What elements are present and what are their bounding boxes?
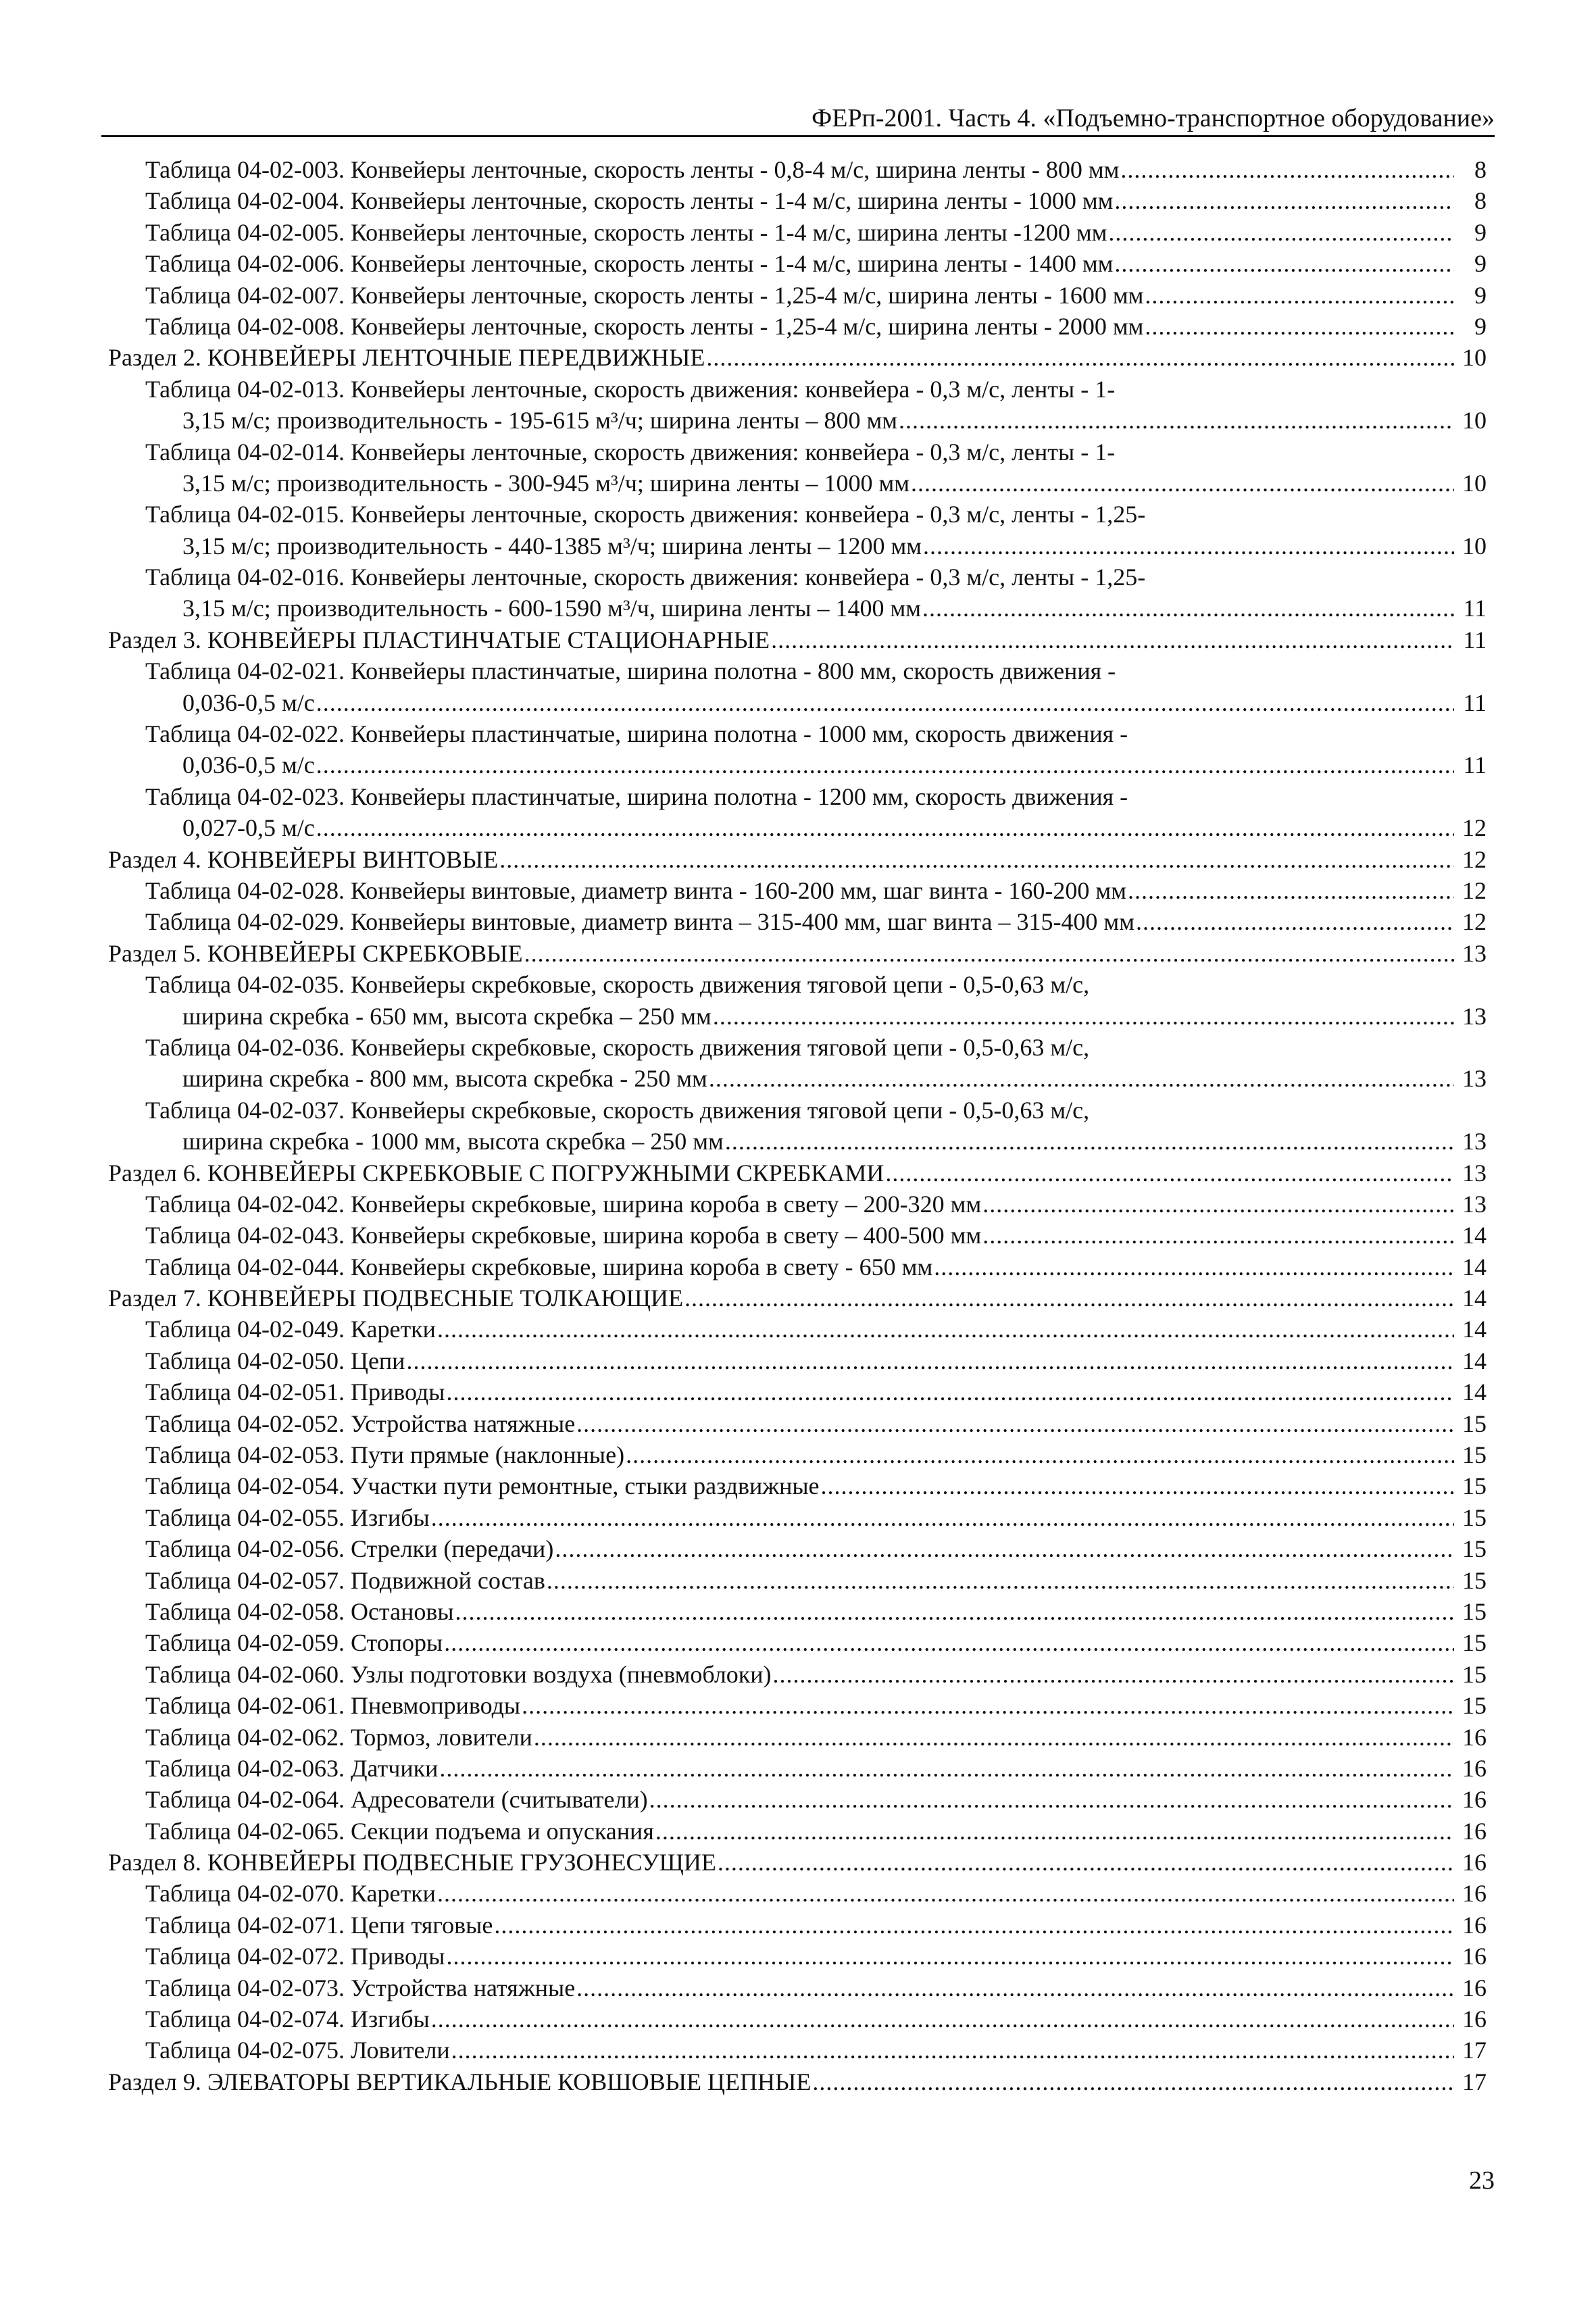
toc-entry-text: Раздел 9. ЭЛЕВАТОРЫ ВЕРТИКАЛЬНЫЕ КОВШОВЫЕ ЦЕПНЫЕ — [108, 2068, 812, 2095]
toc-entry-text: ширина скребка - 650 мм, высота скребка – 250 мм — [182, 1002, 712, 1030]
dot-leader — [1114, 185, 1454, 216]
toc-table-entry[interactable] — [108, 248, 1487, 279]
toc-line — [145, 1251, 1487, 1283]
toc-entry-text: Раздел 7. КОНВЕЙЕРЫ ПОДВЕСНЫЕ ТОЛКАЮЩИЕ — [108, 1285, 683, 1312]
dot-leader — [524, 938, 1454, 969]
toc-section-entry[interactable] — [108, 938, 1487, 969]
toc-entry-text: Таблица 04-02-023. Конвейеры пластинчатые, ширина полотна - 1200 мм, скорость движения - — [145, 782, 1128, 810]
toc-table-entry[interactable] — [108, 1376, 1487, 1408]
toc-entry-text: Таблица 04-02-059. Стопоры — [145, 1629, 443, 1657]
toc-line — [145, 1314, 1487, 1345]
toc-table-entry[interactable] — [108, 1189, 1487, 1220]
toc-line — [145, 1565, 1487, 1596]
toc-line — [145, 718, 1487, 749]
dot-leader — [444, 1627, 1454, 1658]
toc-page-number: 15 — [1462, 1472, 1487, 1500]
toc-entry-text: Таблица 04-02-050. Цепи — [145, 1347, 405, 1374]
toc-entry-text: Таблица 04-02-073. Устройства натяжные — [145, 1974, 576, 2001]
toc-table-entry[interactable] — [108, 906, 1487, 937]
dot-leader — [446, 1941, 1454, 1972]
toc-line — [108, 624, 1487, 655]
toc-entry-text: Таблица 04-02-007. Конвейеры ленточные, скорость ленты - 1,25-4 м/с, ширина ленты - 1600 мм — [145, 281, 1144, 309]
toc-entry-text: Таблица 04-02-022. Конвейеры пластинчатые, ширина полотна - 1000 мм, скорость движения - — [145, 720, 1128, 748]
toc-page-number: 8 — [1474, 187, 1487, 215]
toc-entry-text: Таблица 04-02-063. Датчики — [145, 1754, 439, 1782]
toc-line — [145, 1408, 1487, 1439]
dot-leader — [439, 1753, 1454, 1784]
toc-entry-text: Таблица 04-02-015. Конвейеры ленточные, скорость движения: конвейера - 0,3 м/с, ленты - 1,25- — [145, 501, 1146, 528]
toc-line — [145, 468, 1487, 499]
dot-leader — [923, 530, 1454, 562]
toc-page-number: 12 — [1462, 845, 1487, 873]
dot-leader — [576, 1408, 1454, 1439]
toc-line — [145, 248, 1487, 279]
toc-line — [145, 2003, 1487, 2035]
toc-entry-text: Таблица 04-02-056. Стрелки (передачи) — [145, 1535, 554, 1563]
toc-entry-text: Таблица 04-02-072. Приводы — [145, 1943, 445, 1970]
toc-page-number: 16 — [1462, 1849, 1487, 1876]
dot-leader — [684, 1283, 1454, 1314]
toc-line — [145, 906, 1487, 937]
toc-table-entry[interactable] — [108, 2035, 1487, 2066]
toc-line — [145, 280, 1487, 311]
toc-line — [145, 374, 1487, 405]
toc-line — [145, 687, 1487, 718]
dot-leader — [911, 468, 1454, 499]
dot-leader — [431, 1502, 1454, 1533]
dot-leader — [655, 1816, 1454, 1847]
toc-entry-text: 3,15 м/с; производительность - 600-1590 м³/ч, ширина ленты – 1400 мм — [182, 595, 922, 622]
toc-table-entry[interactable] — [108, 1220, 1487, 1251]
toc-line — [145, 1126, 1487, 1157]
toc-table-entry[interactable] — [108, 1816, 1487, 1847]
toc-table-entry[interactable] — [108, 1972, 1487, 2003]
dot-leader — [773, 1659, 1454, 1690]
page-header — [101, 101, 1495, 135]
toc-table-entry[interactable] — [108, 1095, 1487, 1158]
dot-leader — [885, 1158, 1454, 1189]
toc-page-number: 11 — [1463, 689, 1487, 716]
toc-entry-text: Таблица 04-02-054. Участки пути ремонтные, стыки раздвижные — [145, 1472, 820, 1500]
dot-leader — [316, 687, 1454, 718]
toc-entry-text: Раздел 2. КОНВЕЙЕРЫ ЛЕНТОЧНЫЕ ПЕРЕДВИЖНЫЕ — [108, 344, 705, 372]
toc-page-number: 12 — [1462, 876, 1487, 904]
toc-entry-text: Таблица 04-02-051. Приводы — [145, 1378, 445, 1406]
toc-line — [145, 655, 1487, 687]
toc-entry-text: 0,027-0,5 м/с — [182, 814, 315, 842]
toc-entry-text: Таблица 04-02-005. Конвейеры ленточные, скорость ленты - 1-4 м/с, ширина ленты -1200 мм — [145, 218, 1107, 246]
dot-leader — [522, 1690, 1454, 1721]
toc-page-number: 15 — [1462, 1503, 1487, 1531]
toc-line — [145, 1690, 1487, 1721]
dot-leader — [725, 1126, 1454, 1157]
toc-entry-text: Таблица 04-02-070. Каретки — [145, 1880, 436, 1908]
toc-line — [108, 844, 1487, 875]
toc-entry-text: ширина скребка - 1000 мм, высота скребка – 250 мм — [182, 1128, 724, 1155]
toc-table-entry[interactable] — [108, 1753, 1487, 1784]
toc-table-entry[interactable] — [108, 280, 1487, 311]
dot-leader — [431, 2003, 1454, 2035]
toc-page-number: 8 — [1474, 156, 1487, 183]
toc-entry-text: Таблица 04-02-013. Конвейеры ленточные, скорость движения: конвейера - 0,3 м/с, ленты - 1- — [145, 375, 1116, 403]
toc-section-entry[interactable] — [108, 342, 1487, 373]
toc-line — [145, 1816, 1487, 1847]
dot-leader — [499, 844, 1454, 875]
toc-entry-text: Раздел 5. КОНВЕЙЕРЫ СКРЕБКОВЫЕ — [108, 939, 523, 967]
toc-table-entry[interactable] — [108, 718, 1487, 781]
toc-line — [145, 185, 1487, 216]
toc-entry-text: Таблица 04-02-064. Адресователи (считыватели) — [145, 1786, 648, 1814]
toc-table-entry[interactable] — [108, 154, 1487, 185]
toc-table-entry[interactable] — [108, 1596, 1487, 1627]
toc-page-number: 15 — [1462, 1660, 1487, 1688]
toc-line — [145, 499, 1487, 530]
toc-page-number: 13 — [1462, 1159, 1487, 1187]
toc-page-number: 16 — [1462, 1817, 1487, 1845]
toc-table-entry[interactable] — [108, 1659, 1487, 1690]
toc-entry-text: Раздел 4. КОНВЕЙЕРЫ ВИНТОВЫЕ — [108, 845, 499, 873]
toc-table-entry[interactable] — [108, 1251, 1487, 1283]
dot-leader — [709, 1063, 1454, 1094]
toc-entry-text: Таблица 04-02-021. Конвейеры пластинчатые, ширина полотна - 800 мм, скорость движения - — [145, 657, 1116, 685]
toc-line — [145, 1596, 1487, 1627]
dot-leader — [576, 1972, 1454, 2003]
toc-line — [145, 154, 1487, 185]
toc-page-number: 10 — [1462, 344, 1487, 372]
toc-page-number: 10 — [1462, 532, 1487, 559]
toc-section-entry[interactable] — [108, 1283, 1487, 1314]
toc-entry-text: ширина скребка - 800 мм, высота скребка - 250 мм — [182, 1065, 707, 1093]
toc-page-number: 16 — [1462, 1943, 1487, 1970]
toc-line — [145, 1470, 1487, 1501]
toc-page-number: 16 — [1462, 1723, 1487, 1751]
toc-entry-text: 3,15 м/с; производительность - 300-945 м³/ч; ширина ленты – 1000 мм — [182, 469, 910, 497]
toc-table-entry[interactable] — [108, 562, 1487, 624]
toc-page-number: 12 — [1462, 814, 1487, 842]
toc-section-entry[interactable] — [108, 1158, 1487, 1189]
toc-line — [145, 1627, 1487, 1658]
dot-leader — [1114, 248, 1454, 279]
toc-entry-text: Таблица 04-02-008. Конвейеры ленточные, скорость ленты - 1,25-4 м/с, ширина ленты - 2000 мм — [145, 312, 1144, 340]
toc-entry-text: Таблица 04-02-052. Устройства натяжные — [145, 1410, 576, 1437]
toc-entry-text: Раздел 6. КОНВЕЙЕРЫ СКРЕБКОВЫЕ С ПОГРУЖНЫМИ СКРЕБКАМИ — [108, 1159, 884, 1187]
toc-page-number: 17 — [1462, 2037, 1487, 2064]
page-number: 23 — [1469, 2166, 1495, 2195]
toc-page-number: 14 — [1462, 1285, 1487, 1312]
toc-page-number: 10 — [1462, 469, 1487, 497]
toc-entry-text: Таблица 04-02-049. Каретки — [145, 1316, 436, 1343]
toc-line — [108, 1283, 1487, 1314]
toc-line — [145, 1784, 1487, 1815]
toc-line — [145, 562, 1487, 593]
toc-table-entry[interactable] — [108, 1502, 1487, 1533]
toc-entry-text: Таблица 04-02-036. Конвейеры скребковые, скорость движения тяговой цепи - 0,5-0,63 м/с, — [145, 1033, 1090, 1061]
toc-line — [145, 1722, 1487, 1753]
toc-line — [145, 749, 1487, 780]
toc-table-entry[interactable] — [108, 1878, 1487, 1909]
toc-entry-text: Раздел 8. КОНВЕЙЕРЫ ПОДВЕСНЫЕ ГРУЗОНЕСУЩИЕ — [108, 1849, 716, 1876]
dot-leader — [934, 1251, 1454, 1283]
toc-page-number: 9 — [1474, 218, 1487, 246]
toc-line — [108, 342, 1487, 373]
toc-page-number: 14 — [1462, 1378, 1487, 1406]
dot-leader — [982, 1189, 1454, 1220]
dot-leader — [446, 1376, 1454, 1408]
dot-leader — [713, 1001, 1454, 1032]
dot-leader — [451, 2035, 1454, 2066]
toc-page-number: 16 — [1462, 1754, 1487, 1782]
toc-entry-text: Таблица 04-02-065. Секции подъема и опускания — [145, 1817, 654, 1845]
toc-table-entry[interactable] — [108, 1565, 1487, 1596]
toc-page-number: 15 — [1462, 1566, 1487, 1594]
toc-entry-text: Таблица 04-02-061. Пневмоприводы — [145, 1692, 521, 1720]
toc-line — [145, 812, 1487, 843]
table-of-contents — [108, 154, 1487, 2097]
toc-table-entry[interactable] — [108, 2003, 1487, 2035]
dot-leader — [437, 1878, 1454, 1909]
dot-leader — [555, 1533, 1454, 1564]
toc-entry-text: Таблица 04-02-028. Конвейеры винтовые, диаметр винта - 160-200 мм, шаг винта - 160-200 мм — [145, 876, 1126, 904]
toc-entry-text: Таблица 04-02-057. Подвижной состав — [145, 1566, 545, 1594]
dot-leader — [626, 1439, 1454, 1470]
dot-leader — [316, 812, 1454, 843]
toc-page-number: 16 — [1462, 1974, 1487, 2001]
toc-page-number: 14 — [1462, 1253, 1487, 1280]
dot-leader — [494, 1910, 1454, 1941]
toc-entry-text: Раздел 3. КОНВЕЙЕРЫ ПЛАСТИНЧАТЫЕ СТАЦИОНАРНЫЕ — [108, 626, 770, 653]
toc-page-number: 13 — [1462, 939, 1487, 967]
dot-leader — [406, 1345, 1454, 1376]
toc-page-number: 17 — [1462, 2068, 1487, 2095]
toc-page-number: 11 — [1463, 626, 1487, 653]
toc-table-entry[interactable] — [108, 1533, 1487, 1564]
toc-line — [108, 2066, 1487, 2097]
toc-line — [145, 2035, 1487, 2066]
toc-page-number: 11 — [1463, 595, 1487, 622]
dot-leader — [706, 342, 1454, 373]
toc-line — [145, 1659, 1487, 1690]
toc-line — [145, 1345, 1487, 1376]
toc-page-number: 14 — [1462, 1347, 1487, 1374]
toc-table-entry[interactable] — [108, 374, 1487, 437]
toc-entry-text: Таблица 04-02-003. Конвейеры ленточные, скорость ленты - 0,8-4 м/с, ширина ленты - 800 мм — [145, 156, 1120, 183]
dot-leader — [455, 1596, 1454, 1627]
toc-entry-text: 3,15 м/с; производительность - 440-1385 м³/ч; ширина ленты – 1200 мм — [182, 532, 922, 559]
toc-entry-text: 3,15 м/с; производительность - 195-615 м³/ч; ширина ленты – 800 мм — [182, 407, 898, 434]
toc-table-entry[interactable] — [108, 1470, 1487, 1501]
dot-leader — [771, 624, 1454, 655]
toc-line — [145, 530, 1487, 562]
toc-entry-text: Таблица 04-02-016. Конвейеры ленточные, скорость движения: конвейера - 0,3 м/с, ленты - 1,25- — [145, 564, 1146, 591]
dot-leader — [649, 1784, 1454, 1815]
toc-entry-text: Таблица 04-02-053. Пути прямые (наклонные) — [145, 1441, 625, 1469]
toc-page-number: 9 — [1474, 281, 1487, 309]
toc-entry-text: Таблица 04-02-044. Конвейеры скребковые, ширина короба в свету - 650 мм — [145, 1253, 933, 1280]
header-title: ФЕРп-2001. Часть 4. «Подъемно-транспортное оборудование» — [812, 104, 1495, 132]
dot-leader — [1136, 906, 1454, 937]
toc-line — [145, 1001, 1487, 1032]
toc-section-entry[interactable] — [108, 624, 1487, 655]
header-rule — [101, 135, 1495, 137]
toc-table-entry[interactable] — [108, 969, 1487, 1032]
toc-entry-text: Таблица 04-02-074. Изгибы — [145, 2006, 430, 2033]
toc-line — [108, 1158, 1487, 1189]
dot-leader — [547, 1565, 1454, 1596]
toc-section-entry[interactable] — [108, 844, 1487, 875]
dot-leader — [534, 1722, 1454, 1753]
toc-section-entry[interactable] — [108, 1847, 1487, 1878]
toc-table-entry[interactable] — [108, 655, 1487, 718]
toc-line — [145, 1878, 1487, 1909]
toc-table-entry[interactable] — [108, 781, 1487, 844]
toc-page-number: 10 — [1462, 407, 1487, 434]
toc-page-number: 14 — [1462, 1316, 1487, 1343]
toc-entry-text: Таблица 04-02-075. Ловители — [145, 2037, 450, 2064]
toc-page-number: 13 — [1462, 1190, 1487, 1218]
toc-entry-text: Таблица 04-02-004. Конвейеры ленточные, скорость ленты - 1-4 м/с, ширина ленты - 1000 мм — [145, 187, 1114, 215]
toc-line — [145, 1376, 1487, 1408]
toc-line — [145, 1502, 1487, 1533]
toc-table-entry[interactable] — [108, 499, 1487, 562]
dot-leader — [1145, 280, 1454, 311]
toc-section-entry[interactable] — [108, 2066, 1487, 2097]
toc-page-number: 16 — [1462, 1786, 1487, 1814]
toc-page-number: 15 — [1462, 1410, 1487, 1437]
toc-page-number: 13 — [1462, 1065, 1487, 1093]
toc-entry-text: Таблица 04-02-062. Тормоз, ловители — [145, 1723, 532, 1751]
toc-line — [145, 1220, 1487, 1251]
toc-table-entry[interactable] — [108, 875, 1487, 906]
toc-line — [145, 437, 1487, 468]
toc-table-entry[interactable] — [108, 1627, 1487, 1658]
toc-line — [145, 1032, 1487, 1063]
toc-table-entry[interactable] — [108, 185, 1487, 216]
toc-table-entry[interactable] — [108, 1314, 1487, 1345]
dot-leader — [1120, 154, 1454, 185]
toc-entry-text: Таблица 04-02-071. Цепи тяговые — [145, 1911, 493, 1939]
toc-line — [145, 1941, 1487, 1972]
toc-page-number: 9 — [1474, 250, 1487, 278]
dot-leader — [982, 1220, 1454, 1251]
toc-page-number: 15 — [1462, 1441, 1487, 1469]
toc-page-number: 12 — [1462, 908, 1487, 936]
toc-page-number: 16 — [1462, 1880, 1487, 1908]
toc-entry-text: Таблица 04-02-035. Конвейеры скребковые, скорость движения тяговой цепи - 0,5-0,63 м/с, — [145, 971, 1090, 999]
toc-line — [145, 1972, 1487, 2003]
toc-line — [145, 875, 1487, 906]
toc-page-number: 13 — [1462, 1128, 1487, 1155]
toc-table-entry[interactable] — [108, 1032, 1487, 1095]
dot-leader — [1128, 875, 1454, 906]
toc-table-entry[interactable] — [108, 1690, 1487, 1721]
toc-page-number: 11 — [1463, 751, 1487, 779]
toc-line — [145, 311, 1487, 342]
toc-table-entry[interactable] — [108, 1910, 1487, 1941]
toc-line — [145, 1753, 1487, 1784]
toc-table-entry[interactable] — [108, 217, 1487, 248]
toc-page-number: 16 — [1462, 1911, 1487, 1939]
toc-page-number: 16 — [1462, 2006, 1487, 2033]
toc-page-number: 15 — [1462, 1629, 1487, 1657]
toc-entry-text: Таблица 04-02-006. Конвейеры ленточные, скорость ленты - 1-4 м/с, ширина ленты - 1400 мм — [145, 250, 1114, 278]
dot-leader — [437, 1314, 1454, 1345]
toc-entry-text: 0,036-0,5 м/с — [182, 689, 315, 716]
toc-line — [108, 938, 1487, 969]
dot-leader — [1108, 217, 1454, 248]
toc-entry-text: Таблица 04-02-058. Остановы — [145, 1597, 454, 1625]
toc-line — [145, 969, 1487, 1000]
toc-page-number: 9 — [1474, 312, 1487, 340]
toc-table-entry[interactable] — [108, 311, 1487, 342]
toc-page-number: 15 — [1462, 1535, 1487, 1563]
toc-table-entry[interactable] — [108, 1345, 1487, 1376]
toc-entry-text: Таблица 04-02-029. Конвейеры винтовые, диаметр винта – 315-400 мм, шаг винта – 315-400 мм — [145, 908, 1134, 936]
toc-entry-text: Таблица 04-02-042. Конвейеры скребковые, ширина короба в свету – 200-320 мм — [145, 1190, 982, 1218]
toc-line — [145, 1189, 1487, 1220]
toc-line — [145, 1095, 1487, 1126]
dot-leader — [1145, 311, 1454, 342]
toc-table-entry[interactable] — [108, 1408, 1487, 1439]
toc-line — [145, 1910, 1487, 1941]
toc-entry-text: 0,036-0,5 м/с — [182, 751, 315, 779]
toc-line — [145, 593, 1487, 624]
toc-table-entry[interactable] — [108, 1784, 1487, 1815]
dot-leader — [922, 593, 1454, 624]
toc-entry-text: Таблица 04-02-060. Узлы подготовки воздуха (пневмоблоки) — [145, 1660, 772, 1688]
toc-table-entry[interactable] — [108, 1439, 1487, 1470]
toc-entry-text: Таблица 04-02-014. Конвейеры ленточные, скорость движения: конвейера - 0,3 м/с, ленты - 1- — [145, 438, 1116, 466]
toc-line — [145, 217, 1487, 248]
toc-line — [145, 1063, 1487, 1094]
toc-line — [145, 781, 1487, 812]
toc-table-entry[interactable] — [108, 437, 1487, 499]
toc-table-entry[interactable] — [108, 1941, 1487, 1972]
toc-page-number: 15 — [1462, 1692, 1487, 1720]
toc-entry-text: Таблица 04-02-043. Конвейеры скребковые, ширина короба в свету – 400-500 мм — [145, 1222, 982, 1249]
toc-page-number: 13 — [1462, 1002, 1487, 1030]
dot-leader — [899, 405, 1454, 436]
toc-entry-text: Таблица 04-02-055. Изгибы — [145, 1503, 430, 1531]
toc-table-entry[interactable] — [108, 1722, 1487, 1753]
toc-line — [145, 1533, 1487, 1564]
toc-line — [145, 405, 1487, 436]
toc-page-number: 14 — [1462, 1222, 1487, 1249]
toc-line — [108, 1847, 1487, 1878]
dot-leader — [821, 1470, 1454, 1501]
dot-leader — [316, 749, 1454, 780]
dot-leader — [718, 1847, 1454, 1878]
toc-line — [145, 1439, 1487, 1470]
toc-page-number: 15 — [1462, 1597, 1487, 1625]
toc-entry-text: Таблица 04-02-037. Конвейеры скребковые, скорость движения тяговой цепи - 0,5-0,63 м/с, — [145, 1096, 1090, 1124]
dot-leader — [812, 2066, 1454, 2097]
